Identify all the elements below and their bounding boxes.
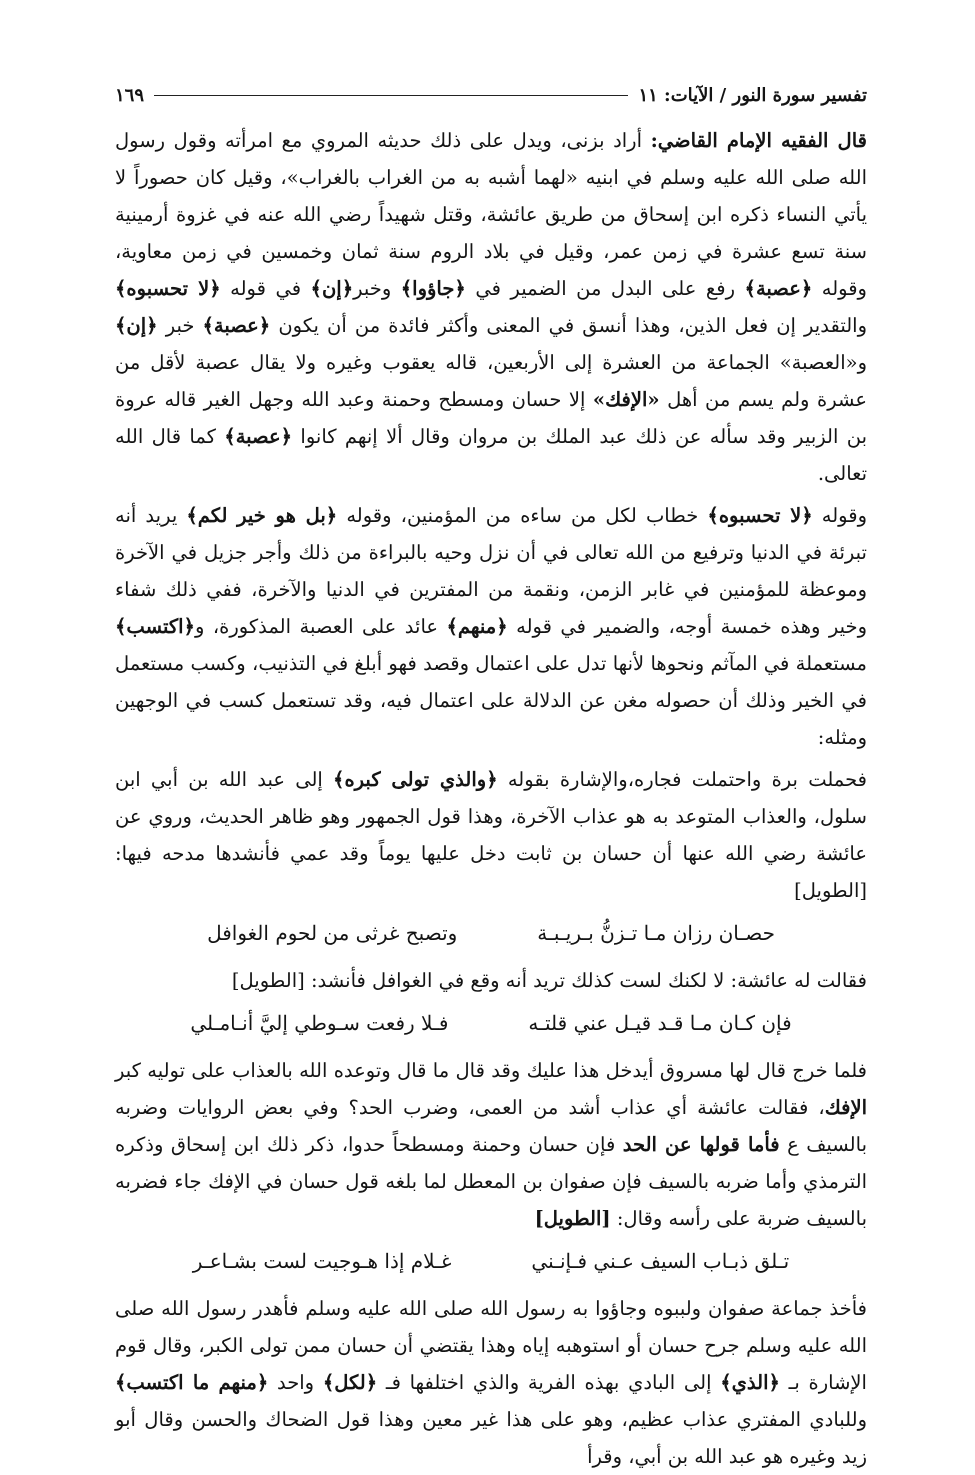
paragraph-text: و«العصبة» الجماعة من العشرة إلى الأربعين، قاله يعقوب وغيره ولا يقال عصبة لأقل من عشرة ولم يسم من أهل xyxy=(115,351,867,411)
emphasis-text: فأما قولها عن الحد xyxy=(622,1133,780,1156)
quran-quote: ﴿والذي تولى كبره﴾ xyxy=(333,768,498,791)
quran-quote: ﴿إن﴾ xyxy=(310,277,354,300)
verse-first-hemistich: فإن كـان مـا قـد قيـل عني قلتـه xyxy=(528,1011,792,1035)
paragraph-text: واحد xyxy=(268,1371,323,1394)
quran-quote: ﴿بل هو خير لكم﴾ xyxy=(186,504,338,527)
verse-first-hemistich: حصـان رزان مـا تـزنُّ بـريـبـة xyxy=(537,921,775,945)
paragraph-text: وقوله xyxy=(812,504,867,527)
paragraph-text: في قوله xyxy=(220,277,311,300)
paragraph-text: فلما خرج قال لها مسروق أيدخل هذا عليك وقد قال ما قال وتوعده الله بالعذاب على توليه كبر xyxy=(115,1059,867,1082)
paragraph-text: خطاب لكل من ساءه من المؤمنين، وقوله xyxy=(337,504,708,527)
paragraph-text: فحملت برة واحتملت فجاره،والإشارة بقوله xyxy=(497,768,867,791)
poetry-verse-3 xyxy=(115,1243,867,1280)
paragraph-2 xyxy=(115,497,867,756)
paragraph-text: فأخذ جماعة صفوان ولببوه وجاؤوا به رسول الله صلى الله عليه وسلم فأهدر رسول الله صلى الله عليه وسلم جرح حسان أو استوهبه إياه وهذا يقتضي أن حسان ممن تولى الكبر، وقال قوم الإشارة بـ xyxy=(115,1297,867,1394)
paragraph-5 xyxy=(115,1290,867,1475)
quran-quote: ﴿جاؤوا﴾ xyxy=(400,277,466,300)
emphasis-text: الإفك xyxy=(824,1096,867,1119)
running-title: تفسير سورة النور / الآيات: ١١ xyxy=(638,84,867,106)
quran-quote: ﴿منهم﴾ xyxy=(446,615,508,638)
poetry-verse-1 xyxy=(115,915,867,952)
paragraph-text: يريد أنه تبرئة في الدنيا وترفيع من الله تعالى في أن نزل وحيه بالبراءة من ذلك وأجر جزيل في الآخرة وموعظة للمؤمنين في غابر الزمن، ونقمة من المفترين في الدنيا والآخرة، ففي ذلك شفاء وخير وهذه خمسة أوجه، والضمير في قوله xyxy=(115,504,867,638)
verse-first-hemistich: تـلق ذبـاب السيف عـني فـإنـني xyxy=(531,1249,790,1273)
paragraph-text: خبر xyxy=(157,314,203,337)
quran-quote: ﴿لا تحسبوه﴾ xyxy=(115,277,221,300)
paragraph-text: أراد بزنى، ويدل على ذلك حديثه المروي مع امرأته وقول رسول الله صلى الله عليه وسلم في ابنيه «لهما أشبه به من الغراب بالغراب»، وقيل كان حصوراً لا يأتي النساء ذكره ابن إسحاق من طريق عائشة، وقتل شهيداً رضي الله عنه في غزوة أرمينية سنة تسع عشرة في زمن عمر، وقيل في بلاد الروم سنة ثمان وخمسين في زمن معاوية، وقوله xyxy=(115,129,867,300)
quran-quote: ﴿عصبة﴾ xyxy=(224,425,293,448)
paragraph-text: رفع على البدل من الضمير في xyxy=(465,277,745,300)
verse-second-hemistich: فـلا رفعت سـوطي إليَّ أنـامـلي xyxy=(190,1011,449,1035)
verse-second-hemistich: وتصبح غرثى من لحوم الغوافل xyxy=(207,921,458,945)
quran-quote: ﴿لا تحسبوه﴾ xyxy=(707,504,813,527)
verse-second-hemistich: غـلام إذا هـوجيت لست بشـاعـر xyxy=(192,1249,452,1273)
quran-quote: ﴿عصبة﴾ xyxy=(744,277,813,300)
paragraph-text: وللبادي المفتري عذاب عظيم، وهو على هذا غير معين وهذا قول الضحاك والحسن وقال أبو زيد وغيره هو عبد الله بن أبي، وقرأ xyxy=(115,1408,867,1468)
quran-quote: ﴿إن﴾ xyxy=(115,314,158,337)
quran-quote: «الإفك» xyxy=(592,388,660,411)
page-body xyxy=(115,122,867,1475)
quran-quote: ﴿لكل﴾ xyxy=(322,1371,378,1394)
paragraph-text: مستعملة في المآثم ونحوها لأنها تدل على اعتمال وقصد فهو أبلغ في التذنيب، وكسب مستعمل في الخير وذلك أن حصوله مغن عن الدلالة على اعتمال فيه، وقد تستعمل كسب في الوجهين ومثله: xyxy=(115,652,867,749)
page-header xyxy=(115,78,867,112)
paragraph-text: عائد على العصبة المذكورة، و xyxy=(194,615,447,638)
paragraph-text: إلا حسان ومسطح وحمنة وعبد الله وجهل الغير قاله عروة بن الزبير وقد سأله عن ذلك عبد الملك بن مروان وقال ألا إنهم كانوا xyxy=(115,388,868,448)
verse-intro-line: فقالت له عائشة: لا لكنك لست كذلك تريد أنه وقع في الغوافل فأنشد: [الطويل] xyxy=(231,969,867,992)
paragraph-text: والتقدير إن فعل الذين، وهذا أنسق في المعنى وأكثر فائدة من أن يكون xyxy=(270,314,867,337)
paragraph-3 xyxy=(115,761,867,909)
paragraph-text: وخبر xyxy=(353,277,401,300)
page-number: ١٦٩ xyxy=(115,84,145,106)
paragraph-text: فإن حسان وحمنة ومسطحاً حدوا، ذكر ذلك ابن إسحاق وذكره الترمذي وأما ضربه بالسيف فإن صفوان بن المعطل لما بلغه قول حسان في الإفك جاء فضربه بالسيف ضربة على رأسه وقال: xyxy=(115,1133,868,1230)
paragraph-text: إلى البادي بهذه الفرية والذي اختلفها فـ xyxy=(377,1371,721,1394)
poetry-verse-2 xyxy=(115,1005,867,1042)
paragraph-text: ، فقالت عائشة أي عذاب أشد من العمى، وضرب الحد؟ وفي بعض الروايات وضربه بالسيف ع xyxy=(115,1096,867,1156)
paragraph-text: إلى عبد الله بن أبي ابن سلول، والعذاب المتوعد به هو عذاب الآخرة، وهذا قول الجمهور وهو ظاهر الحديث، وروي عن عائشة رضي الله عنها أن حسان بن ثابت دخل عليها يوماً وقد عمي فأنشدها مدحه فيها: [الطويل] xyxy=(115,768,867,902)
paragraph-text: كما قال الله تعالى. xyxy=(115,425,867,485)
quran-quote: ﴿عصبة﴾ xyxy=(202,314,271,337)
meter-label: [الطويل] xyxy=(534,1207,611,1230)
quran-quote: ﴿منهم ما اكتسب﴾ xyxy=(115,1371,269,1394)
header-rule xyxy=(154,95,628,96)
speaker-lead: قال الفقيه الإمام القاضي: xyxy=(650,129,867,152)
quran-quote: ﴿الذي﴾ xyxy=(720,1371,780,1394)
paragraph-1 xyxy=(115,122,867,492)
quran-quote: ﴿اكتسب﴾ xyxy=(115,615,195,638)
paragraph-4 xyxy=(115,1052,867,1237)
